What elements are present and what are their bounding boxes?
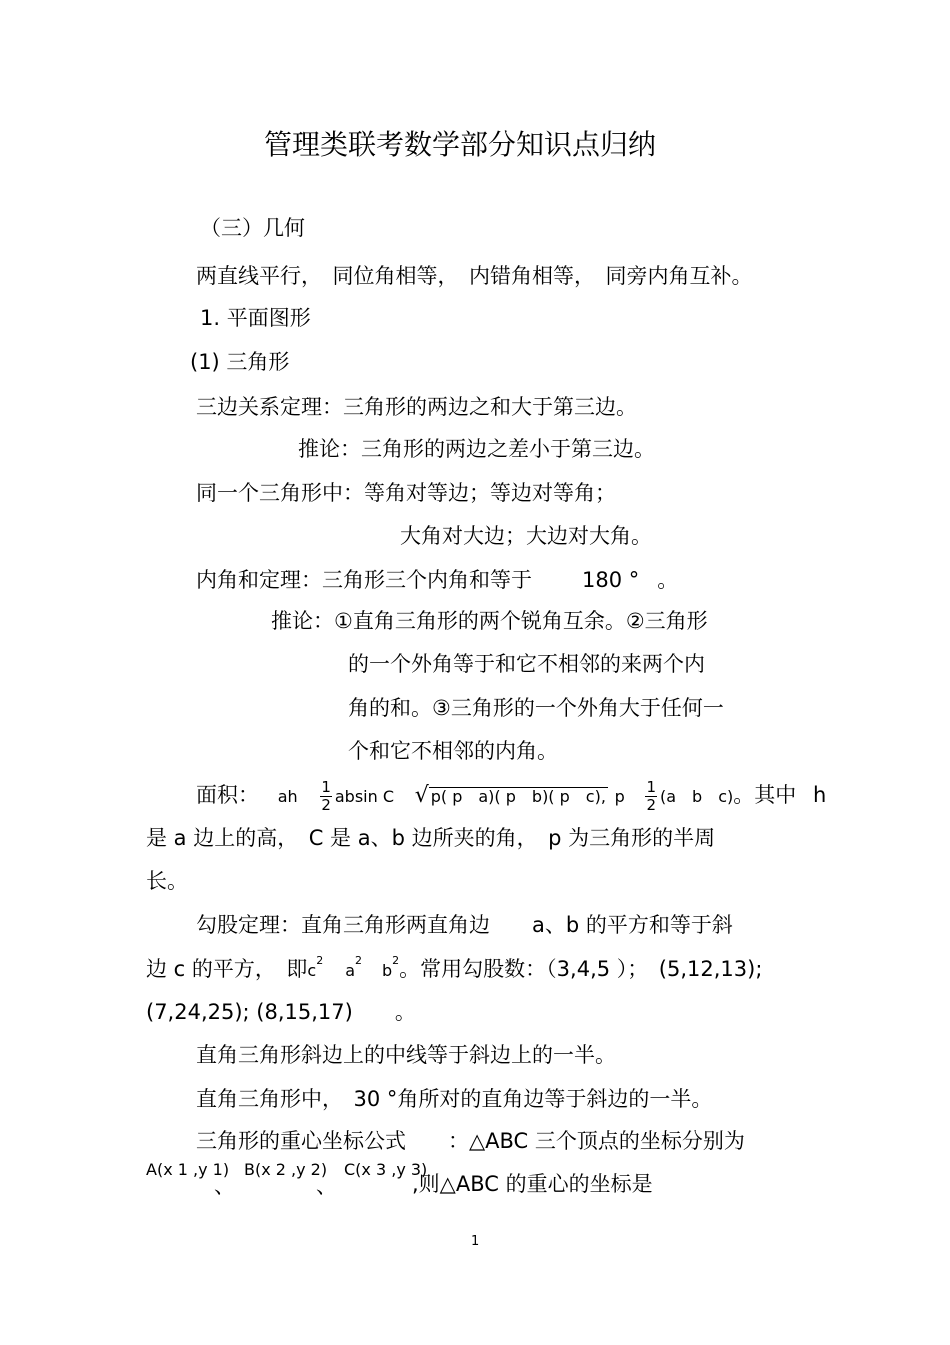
area-label: 面积： — [196, 783, 259, 807]
area-ah: ah — [277, 787, 298, 806]
point-b: B(x 2 ,y 2) — [244, 1160, 328, 1179]
area-sum: (a b c) — [660, 787, 734, 806]
point-c: C(x 3 ,y 3) — [344, 1160, 428, 1179]
corollary-line-3: 角的和。③三角形的一个外角大于任何一 — [348, 696, 724, 720]
pythagoras-line-3: (7,24,25); (8,15,17) 。 — [146, 1000, 416, 1024]
pyth-c: c — [307, 961, 317, 980]
angle-sum-text: 内角和定理：三角形三个内角和等于 — [196, 568, 532, 592]
angle-sum-value: 180 ° — [582, 568, 640, 592]
corollary-line-4: 个和它不相邻的内角。 — [348, 739, 558, 763]
area-p: p — [614, 787, 625, 806]
same-triangle-rule-1: 同一个三角形中：等角对等边；等边对等角； — [196, 481, 616, 505]
heron-radicand: p( p a)( p b)( p c), — [430, 787, 606, 806]
corollary-line-2: 的一个外角等于和它不相邻的来两个内 — [348, 652, 705, 676]
page-number: 1 — [471, 1234, 480, 1249]
thirty-degree-rule: 直角三角形中， 30 °角所对的直角边等于斜边的一半。 — [196, 1087, 713, 1111]
fraction-half-perimeter: $\frac{1}{2}$ — [646, 777, 656, 814]
centroid-line-1: 三角形的重心坐标公式 ：△ABC 三个顶点的坐标分别为 — [196, 1129, 745, 1153]
median-rule: 直角三角形斜边上的中线等于斜边上的一半。 — [196, 1043, 616, 1067]
same-triangle-rule-2: 大角对大边；大边对大角。 — [400, 524, 652, 548]
triangle-side-theorem: 三边关系定理：三角形的两边之和大于第三边。 — [196, 395, 637, 419]
pyth-b: b — [382, 961, 393, 980]
subsection-plane-figures: 1. 平面图形 — [200, 306, 311, 330]
centroid-line-2: ,则△ABC 的重心的坐标是 — [412, 1172, 653, 1196]
pythagoras-text-a: 边 c 的平方， 即 — [146, 957, 308, 981]
sqrt-sign: √ — [414, 783, 429, 808]
pythagoras-line-2: 边 c 的平方， 即$c^2a^2b^2$。常用勾股数：（3,4,5 ）； (5,12,13); — [146, 954, 763, 981]
separator-1: 、 — [214, 1174, 235, 1198]
corollary-label: 推论： — [271, 609, 334, 633]
pyth-a: a — [345, 961, 356, 980]
area-explanation-1: 是 a 边上的高， C 是 a、b 边所夹的角， p 为三角形的半周 — [146, 826, 716, 850]
page-title: 管理类联考数学部分知识点归纳 — [263, 128, 656, 161]
fraction-half: $\frac{1}{2}$ — [321, 777, 331, 814]
area-tail: 。其中 — [733, 783, 797, 807]
point-a: A(x 1 ,y 1) — [146, 1160, 230, 1179]
parallel-lines-rule: 两直线平行， 同位角相等， 内错角相等， 同旁内角互补。 — [196, 264, 753, 288]
section-heading: （三）几何 — [200, 216, 305, 240]
triangle-side-corollary: 推论：三角形的两边之差小于第三边。 — [298, 437, 655, 461]
corollary-text-1: ①直角三角形的两个锐角互余。②三角形 — [334, 609, 708, 633]
corollary-line-1 — [271, 607, 708, 635]
area-formula — [196, 778, 826, 814]
subsection-triangle: (1) 三角形 — [190, 350, 290, 374]
angle-sum-end: 。 — [657, 568, 679, 592]
angle-sum-theorem — [196, 566, 678, 594]
area-explanation-2: 长。 — [146, 869, 188, 893]
area-h: h — [812, 783, 827, 807]
separator-2: 、 — [316, 1174, 337, 1198]
pythagoras-line-1: 勾股定理：直角三角形两直角边 a、b 的平方和等于斜 — [196, 913, 733, 937]
pythagoras-text-b: 。常用勾股数：（3,4,5 ）； (5,12,13); — [399, 957, 763, 981]
area-absinc: absin C — [334, 787, 395, 806]
